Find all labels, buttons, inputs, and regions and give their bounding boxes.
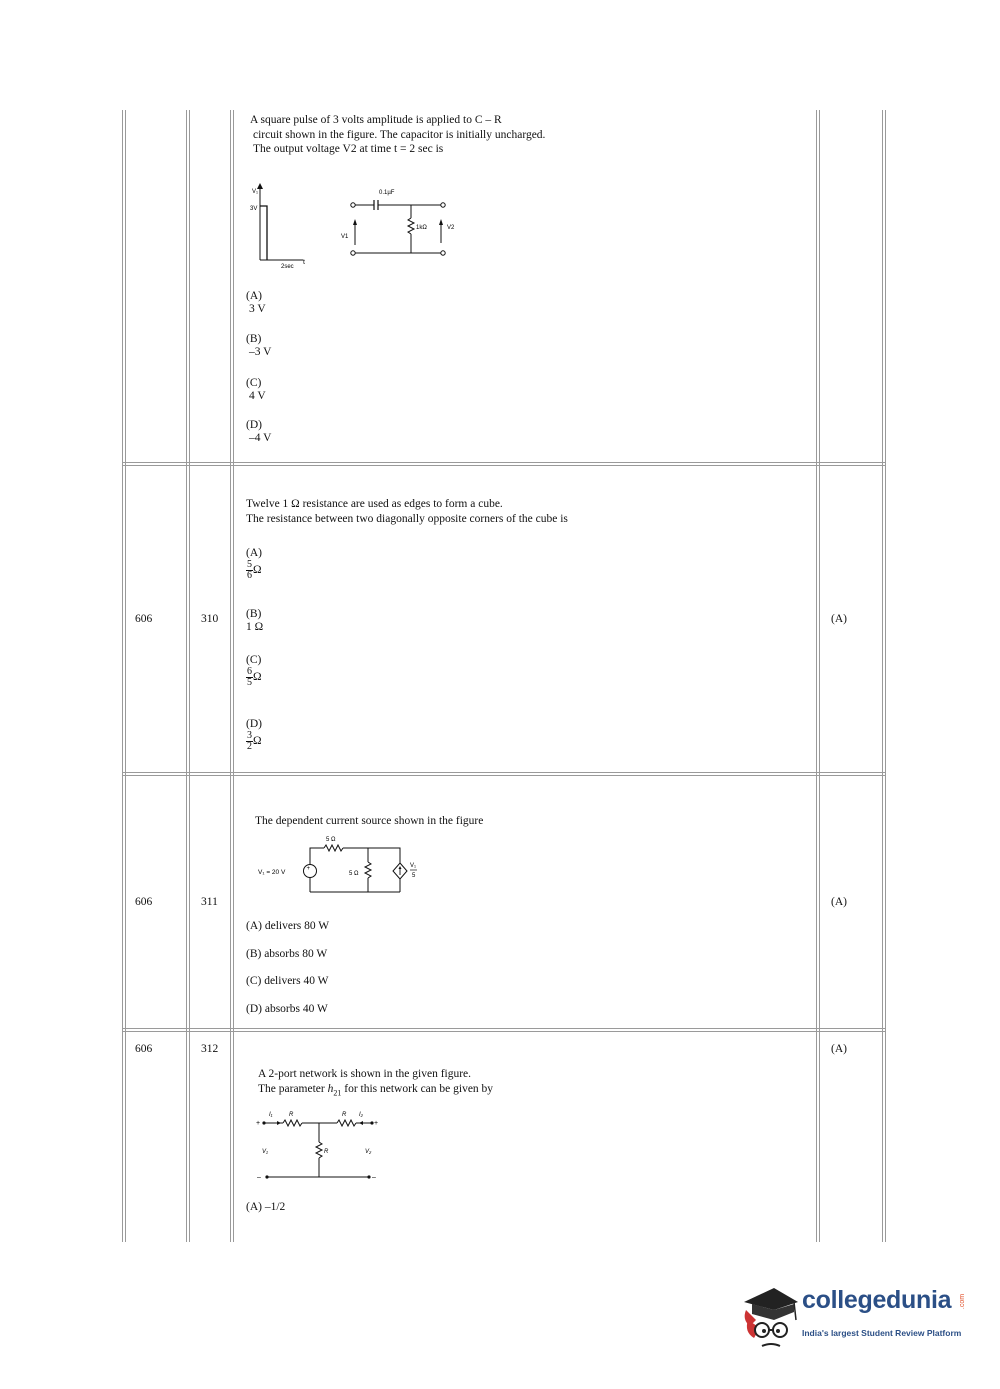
resistor-right-label: R	[342, 1112, 347, 1118]
question-fragment: for this network can be given by	[341, 1082, 494, 1095]
resistor-shunt-label: R	[324, 1149, 329, 1155]
terminal	[351, 251, 355, 255]
question-line: The dependent current source shown in the figure	[255, 815, 484, 827]
resistor	[316, 1142, 322, 1158]
collegedunia-logo[interactable]	[740, 1280, 970, 1352]
option-c: (C) delivers 40 W	[246, 975, 329, 987]
glasses-icon	[755, 1323, 769, 1337]
plus-sign: +	[306, 866, 311, 872]
question-line	[258, 1082, 493, 1101]
question-line: Twelve 1 Ω resistance are used as edges to form a cube.	[246, 498, 503, 510]
dependent-source-figure	[255, 830, 435, 902]
column-divider	[186, 110, 187, 1242]
table-border	[882, 110, 883, 1242]
option-unit: Ω	[253, 671, 262, 684]
option-value: 1 Ω	[246, 621, 264, 633]
row-divider	[122, 1028, 886, 1029]
mascot-icon	[740, 1280, 802, 1352]
wire	[343, 848, 400, 863]
option-value: 3 V	[249, 303, 266, 315]
pulse-shape	[260, 206, 267, 260]
fraction-denominator: 2	[247, 741, 252, 752]
fraction	[246, 560, 253, 581]
resistor-top-label: 5 Ω	[326, 837, 336, 843]
option-letter: (B)	[246, 333, 262, 345]
question-line: The resistance between two diagonally opposite corners of the cube is	[246, 512, 568, 525]
question-text	[258, 1067, 493, 1100]
v2-label: V2	[447, 225, 455, 231]
answer-key: (A)	[831, 896, 847, 908]
resistor	[324, 845, 343, 851]
question-number: 312	[201, 1043, 219, 1055]
voltage-v1-label: V₁	[262, 1149, 268, 1155]
minus-sign: –	[257, 1174, 261, 1180]
pulse-figure	[245, 180, 465, 275]
arrow-icon	[277, 1121, 281, 1125]
resistor	[337, 1120, 356, 1126]
option-c	[246, 377, 266, 403]
column-divider	[230, 110, 231, 1242]
resistor-mid-label: 5 Ω	[349, 871, 359, 877]
logo-domain: .com	[959, 1293, 967, 1310]
option-letter: (C)	[246, 377, 262, 389]
answer-key: (A)	[831, 1043, 847, 1055]
option-letter: (C)	[246, 654, 262, 666]
logo-name: collegedunia	[802, 1286, 952, 1314]
plus-sign: +	[374, 1120, 379, 1127]
option-a	[246, 290, 266, 316]
pulse-amp-label: 3V	[250, 206, 258, 212]
column-divider	[816, 110, 817, 1242]
arrow-icon	[439, 219, 443, 225]
paper-code: 606	[135, 1043, 153, 1055]
resistor	[283, 1120, 302, 1126]
question-text	[250, 113, 545, 157]
v1-label: V1	[341, 234, 349, 240]
fraction-denominator: 5	[247, 677, 252, 688]
question-line: A square pulse of 3 volts amplitude is applied to C – R	[250, 114, 502, 126]
option-a: (A) –1/2	[246, 1201, 286, 1213]
question-number: 311	[201, 896, 218, 908]
table-border	[122, 110, 123, 1242]
question-text	[246, 497, 568, 526]
fraction	[246, 731, 253, 752]
question-table	[122, 110, 886, 1242]
arrow-icon	[353, 219, 357, 225]
terminal	[367, 1175, 370, 1178]
table-border	[125, 110, 126, 1242]
option-letter: (D)	[246, 419, 262, 431]
question-line: circuit shown in the figure. The capacitor is initially uncharged.	[253, 128, 546, 141]
arrow-icon	[359, 1121, 363, 1125]
option-value: –3 V	[249, 346, 272, 358]
source-label: V₁ = 20 V	[258, 869, 286, 876]
resistor	[365, 862, 371, 878]
paper-code: 606	[135, 613, 153, 625]
column-divider	[819, 110, 820, 1242]
question-number: 310	[201, 613, 219, 625]
paper-code: 606	[135, 896, 153, 908]
option-b: (B) absorbs 80 W	[246, 948, 328, 960]
parameter-symbol: h	[327, 1082, 334, 1095]
option-value: –4 V	[249, 432, 272, 444]
fraction-numerator: 3	[247, 730, 252, 741]
terminal	[441, 203, 445, 207]
resistor-label: 1kΩ	[416, 225, 427, 231]
option-letter: (A)	[246, 547, 262, 559]
minus-sign: –	[372, 1174, 376, 1180]
parameter-subscript: 21	[333, 1087, 342, 1097]
option-b	[246, 608, 263, 634]
logo-tagline: India's largest Student Review Platform	[802, 1328, 962, 1338]
pulse-v1-label: V₁	[252, 189, 259, 195]
two-port-figure	[255, 1105, 385, 1180]
row-divider	[122, 1031, 886, 1032]
question-fragment: The parameter	[258, 1082, 328, 1095]
terminal	[351, 203, 355, 207]
row-divider	[122, 462, 886, 463]
option-unit: Ω	[253, 735, 262, 748]
row-divider	[122, 775, 886, 776]
pulse-time-label: 2sec	[281, 264, 294, 270]
option-letter: (D)	[246, 718, 262, 730]
current-i2-label: I₂	[359, 1112, 363, 1118]
row-divider	[122, 465, 886, 466]
dependent-source-denominator: 5	[412, 873, 416, 879]
option-d	[246, 718, 262, 752]
fraction-numerator: 6	[247, 666, 252, 677]
question-line: The output voltage V2 at time t = 2 sec is	[253, 143, 444, 155]
fraction-denominator: 6	[247, 570, 252, 581]
option-d	[246, 419, 271, 445]
fraction-numerator: 5	[247, 559, 252, 570]
column-divider	[233, 110, 234, 1242]
pulse-t-label: t	[303, 259, 305, 266]
option-d: (D) absorbs 40 W	[246, 1003, 328, 1015]
option-a: (A) delivers 80 W	[246, 920, 330, 932]
terminal	[441, 251, 445, 255]
resistor	[408, 218, 414, 234]
answer-key: (A)	[831, 613, 847, 625]
option-unit: Ω	[253, 564, 262, 577]
option-c	[246, 654, 262, 688]
option-letter: (B)	[246, 608, 262, 620]
option-a	[246, 547, 262, 581]
option-b	[246, 333, 271, 359]
question-text	[255, 814, 483, 829]
capacitor-label: 0.1µF	[379, 190, 395, 196]
column-divider	[189, 110, 190, 1242]
voltage-v2-label: V₂	[365, 1149, 372, 1155]
fraction	[246, 667, 253, 688]
table-border	[885, 110, 886, 1242]
option-value: 4 V	[249, 390, 266, 402]
option-letter: (A)	[246, 290, 262, 302]
row-divider	[122, 772, 886, 773]
plus-sign: +	[256, 1120, 261, 1127]
resistor-left-label: R	[289, 1112, 294, 1118]
dependent-source-numerator: V₁	[410, 863, 417, 869]
current-i1-label: I₁	[269, 1112, 273, 1118]
question-line: A 2-port network is shown in the given figure.	[258, 1068, 472, 1080]
